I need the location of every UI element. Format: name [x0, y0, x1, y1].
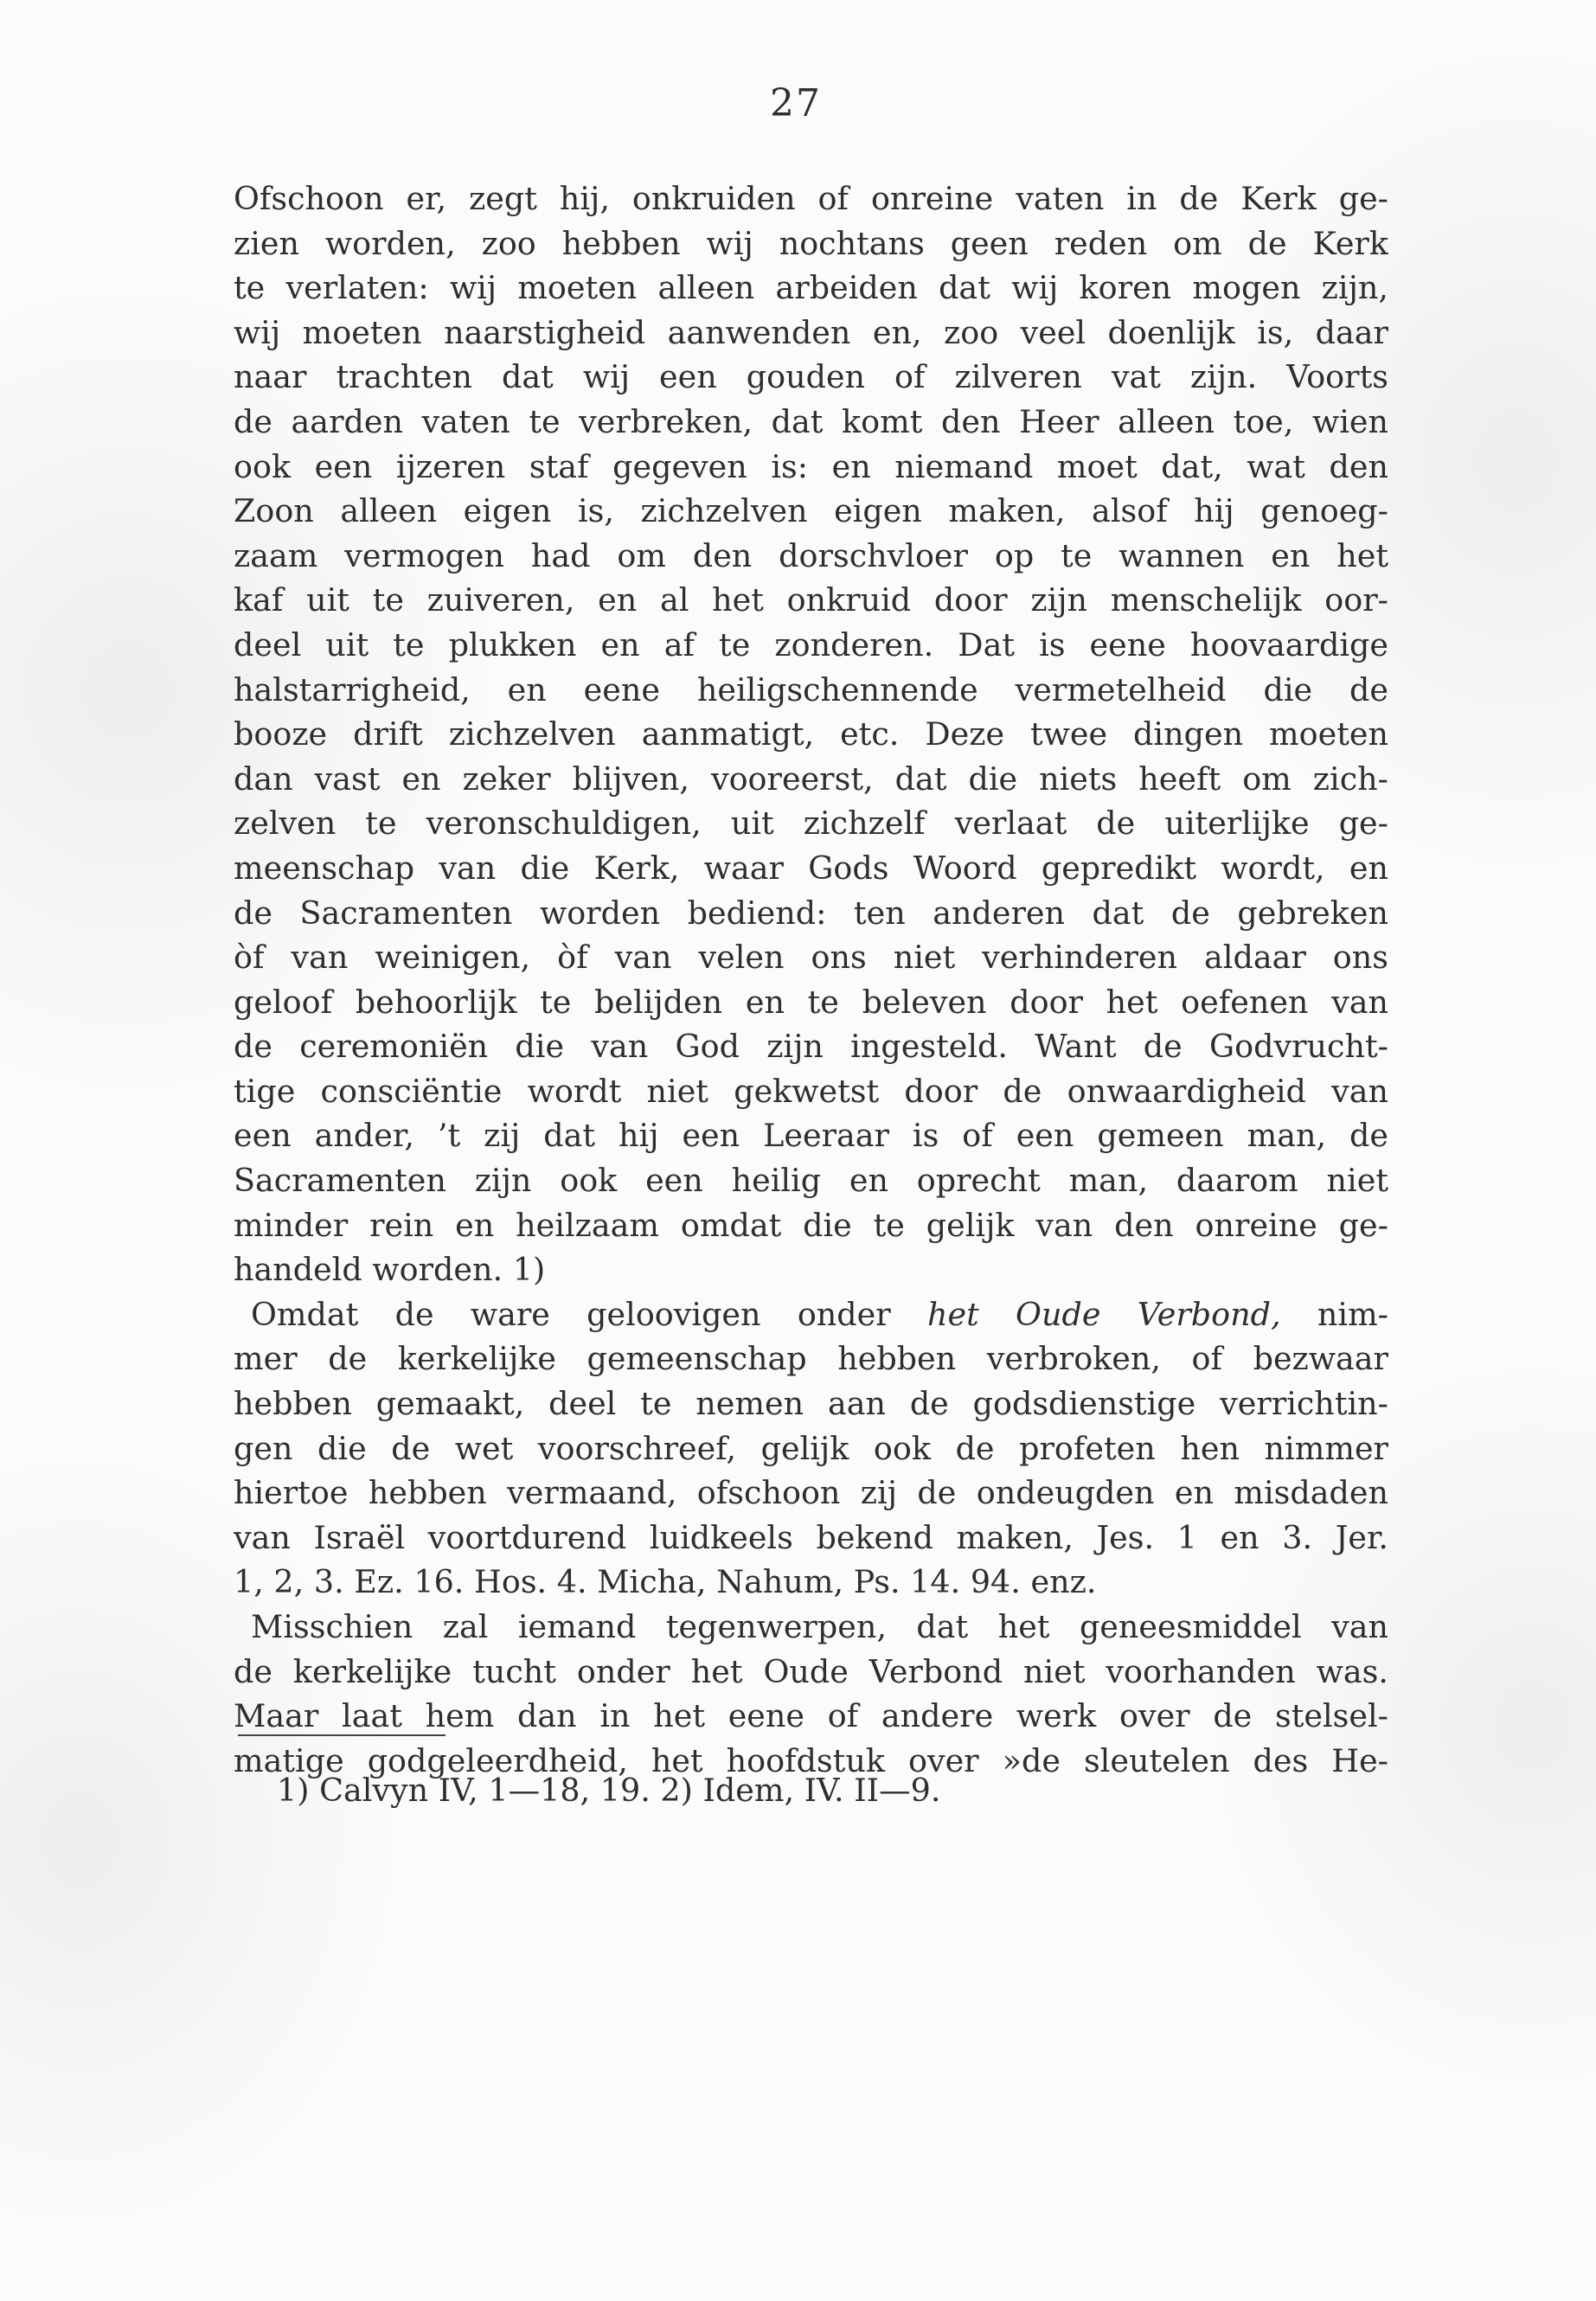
text-line: zelven te veronschuldigen, uit zichzelf verlaat de uiterlijke ge-: [234, 804, 1388, 843]
text-line: òf van weinigen, òf van velen ons niet verhinderen aldaar ons: [234, 939, 1388, 977]
page-number: 27: [770, 81, 822, 125]
text-line: de aarden vaten te verbreken, dat komt den Heer alleen toe, wien: [234, 402, 1388, 440]
text-line: booze drift zichzelven aanmatigt, etc. Deze twee dingen moeten: [234, 715, 1388, 753]
text-line: te verlaten: wij moeten alleen arbeiden dat wij koren mogen zijn,: [234, 269, 1388, 307]
text-line: hebben gemaakt, deel te nemen aan de godsdienstige verrichtin-: [234, 1385, 1388, 1423]
text-segment: nim-: [1280, 1295, 1388, 1333]
text-line: handeld worden. 1): [234, 1251, 546, 1289]
text-line: meenschap van die Kerk, waar Gods Woord gepredikt wordt, en: [234, 849, 1388, 887]
text-line: zaam vermogen had om den dorschvloer op te wannen en het: [234, 536, 1388, 574]
text-line: geloof behoorlijk te belijden en te beleven door het oefenen van: [234, 983, 1388, 1021]
text-line: matige godgeleerdheid, het hoofdstuk over »de sleutelen des He-: [234, 1741, 1388, 1779]
text-line: van Israël voortdurend luidkeels bekend maken, Jes. 1 en 3. Jer.: [234, 1518, 1388, 1556]
text-line: Maar laat hem dan in het eene of andere werk over de stelsel-: [234, 1697, 1388, 1735]
text-line: minder rein en heilzaam omdat die te gelijk van den onreine ge-: [234, 1206, 1388, 1244]
text-line: tige consciëntie wordt niet gekwetst door de onwaardigheid van: [234, 1072, 1388, 1110]
text-line: naar trachten dat wij een gouden of zilveren vat zijn. Voorts: [234, 358, 1388, 396]
text-line: wij moeten naarstigheid aanwenden en, zoo veel doenlijk is, daar: [234, 313, 1388, 351]
text-line: mer de kerkelijke gemeenschap hebben verbroken, of bezwaar: [234, 1340, 1388, 1378]
text-line: 1, 2, 3. Ez. 16. Hos. 4. Micha, Nahum, Ps. 14. 94. enz.: [234, 1563, 1097, 1601]
text-line: de Sacramenten worden bediend: ten anderen dat de gebreken: [234, 894, 1388, 932]
text-line: deel uit te plukken en af te zonderen. Dat is eene hoovaardige: [234, 625, 1388, 663]
text-line: Ofschoon er, zegt hij, onkruiden of onreine vaten in de Kerk ge-: [234, 180, 1388, 217]
footnote-divider: [238, 1734, 445, 1736]
text-line: zien worden, zoo hebben wij nochtans geen reden om de Kerk: [234, 224, 1388, 262]
text-line: Sacramenten zijn ook een heilig en oprecht man, daarom niet: [234, 1162, 1388, 1200]
italic-phrase: het Oude Verbond,: [927, 1295, 1281, 1333]
footnote: 1) Calvyn IV, 1—18, 19. 2) Idem, IV. II—9.: [277, 1772, 941, 1809]
text-line: een ander, ’t zij dat hij een Leeraar is of een gemeen man, de: [234, 1117, 1388, 1155]
text-line: ook een ijzeren staf gegeven is: en niemand moet dat, wat den: [234, 447, 1388, 485]
text-line: dan vast en zeker blijven, vooreerst, dat die niets heeft om zich-: [234, 760, 1388, 798]
text-line: kaf uit te zuiveren, en al het onkruid door zijn menschelijk oor-: [234, 581, 1388, 619]
text-line: halstarrigheid, en eene heiligschennende vermetelheid die de: [234, 670, 1388, 708]
text-segment: Omdat de ware geloovigen onder: [251, 1295, 927, 1333]
text-line: Zoon alleen eigen is, zichzelven eigen maken, alsof hij genoeg-: [234, 492, 1388, 530]
text-line: hiertoe hebben vermaand, ofschoon zij de ondeugden en misdaden: [234, 1474, 1388, 1512]
text-line: gen die de wet voorschreef, gelijk ook de profeten hen nimmer: [234, 1429, 1388, 1467]
text-line: [234, 1292, 1388, 1337]
body-text: [234, 176, 1388, 1783]
text-line: de kerkelijke tucht onder het Oude Verbond niet voorhanden was.: [234, 1652, 1388, 1690]
text-line: de ceremoniën die van God zijn ingesteld. Want de Godvrucht-: [234, 1028, 1388, 1066]
text-line: Misschien zal iemand tegenwerpen, dat het geneesmiddel van: [251, 1608, 1388, 1645]
